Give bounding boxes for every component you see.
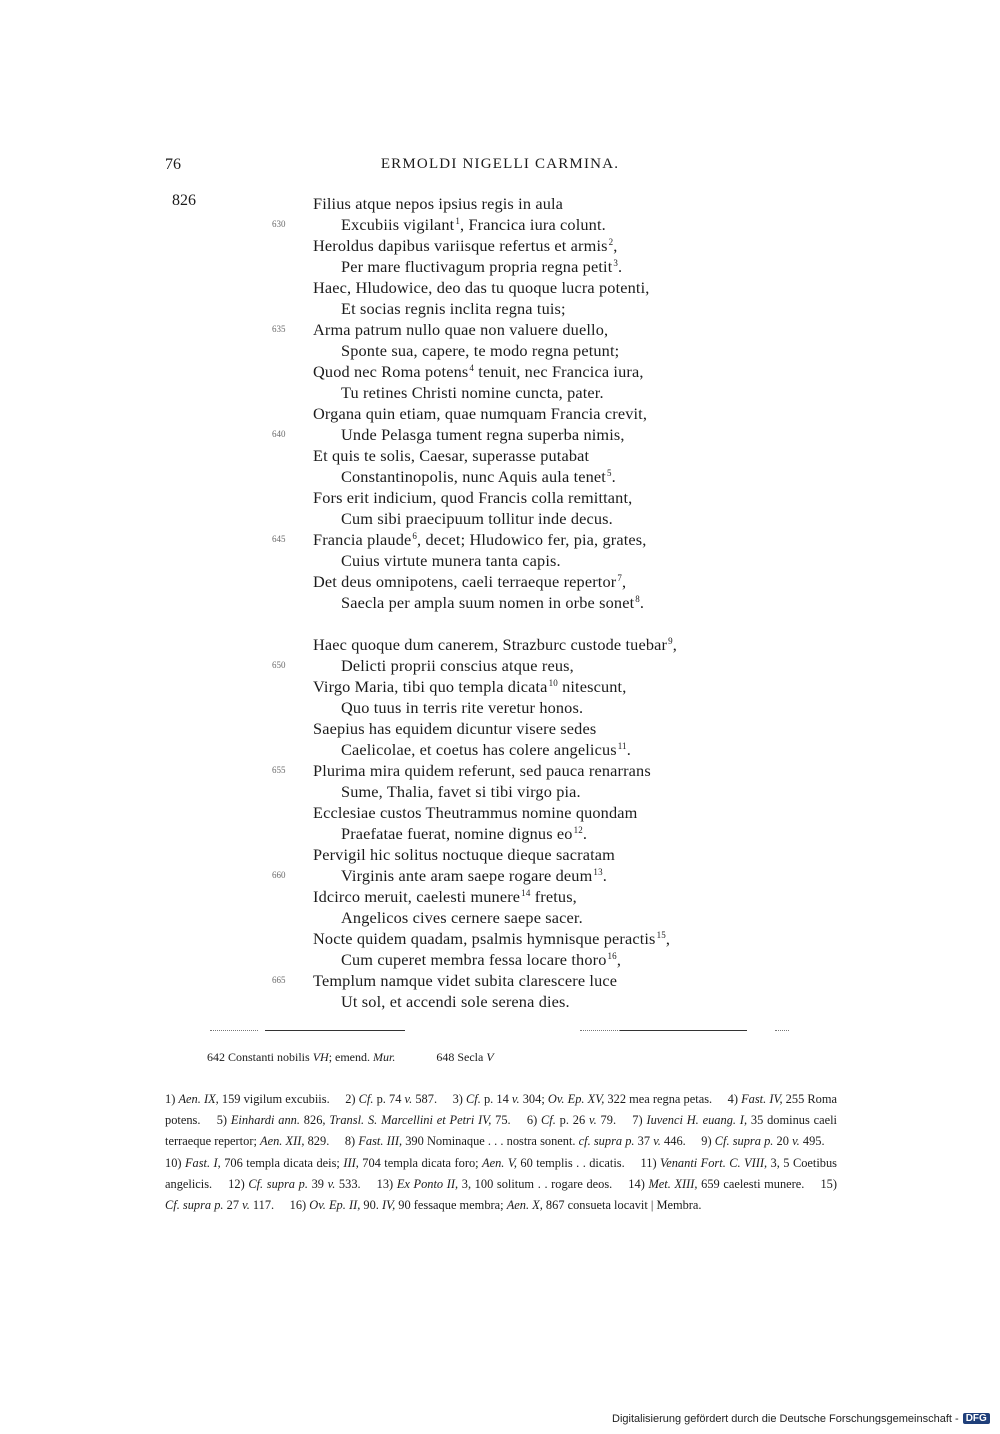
verse-line: Caelicolae, et coetus has colere angelicus$^{11}$.: [341, 740, 631, 759]
verse-line: Haec quoque dum canerem, Strazburc custode tuebar$^9$,: [313, 635, 677, 654]
critical-apparatus: [207, 1050, 494, 1065]
footnote: 14) Met. XIII, 659 caelesti munere.: [628, 1176, 805, 1191]
verse-line: Haec, Hludowice, deo das tu quoque lucra potenti,: [313, 278, 650, 297]
footnote: 10) Fast. I, 706 templa dicata deis; III, 704 templa dicata foro; Aen. V, 60 templis . . dicatis.: [165, 1155, 625, 1170]
footnote: 2) Cf. p. 74 v. 587.: [345, 1092, 438, 1106]
line-number: 665: [272, 975, 286, 985]
line-number: 660: [272, 870, 286, 880]
footnote: 6) Cf. p. 26 v. 79.: [526, 1113, 617, 1128]
line-number: 650: [272, 660, 286, 670]
verse-line: Francia plaude$^6$, decet; Hludowico fer, pia, grates,: [313, 530, 647, 549]
footnote: 3) Cf. p. 14 v. 304; Ov. Ep. XV, 322 mea regna petas.: [452, 1092, 713, 1106]
footnote-ref: 11: [617, 741, 627, 751]
line-number: 635: [272, 324, 286, 334]
footnote: 12) Cf. supra p. 39 v. 533.: [228, 1176, 361, 1191]
verse-line: Tu retines Christi nomine cuncta, pater.: [341, 383, 604, 402]
line-number: 630: [272, 219, 286, 229]
footnote: 1) Aen. IX, 159 vigilum excubiis.: [165, 1092, 330, 1106]
verse-line: Et socias regnis inclita regna tuis;: [341, 299, 566, 318]
footnote: 7) Iuvenci H. euang. I, 35 dominus caeli terraeque repertor; Aen. XII, 829.: [165, 1113, 837, 1149]
footnote-ref: 14: [521, 888, 531, 898]
line-number: 640: [272, 429, 286, 439]
footnote-ref: 4: [469, 363, 475, 373]
apparatus-entry: 642 Constanti nobilis VH; emend. Mur.: [207, 1050, 396, 1064]
footnote-ref: 15: [656, 930, 666, 940]
apparatus-entry: 648 Secla V: [436, 1050, 494, 1064]
running-title: ERMOLDI NIGELLI CARMINA.: [380, 156, 620, 172]
page-header: [0, 156, 1000, 180]
verse-line: Angelicos cives cernere saepe sacer.: [341, 908, 583, 927]
verse-line: Fors erit indicium, quod Francis colla remittant,: [313, 488, 633, 507]
separator-rule: [210, 1030, 258, 1031]
verse-line: Ecclesiae custos Theutrammus nomine quondam: [313, 803, 638, 822]
footnote-ref: 3: [613, 258, 619, 268]
separator-rule: [620, 1030, 747, 1031]
verse-line: Pervigil hic solitus noctuque dieque sacratam: [313, 845, 615, 864]
verse-line: Idcirco meruit, caelesti munere$^{14}$ fretus,: [313, 887, 577, 906]
footnote-ref: 1: [455, 216, 460, 226]
footnote-ref: 2: [608, 237, 614, 247]
verse-line: Cuius virtute munera tanta capis.: [341, 551, 561, 570]
footnote-ref: 12: [573, 825, 583, 835]
separator-rule: [775, 1030, 789, 1031]
footnote-ref: 10: [548, 678, 558, 688]
verse-line: Unde Pelasga tument regna superba nimis,: [341, 425, 625, 444]
verse-line: Filius atque nepos ipsius regis in aula: [313, 194, 564, 213]
footnote: 4) Fast. IV, 255 Roma potens.: [165, 1092, 837, 1128]
verse-line: Sponte sua, capere, te modo regna petunt;: [341, 341, 620, 360]
page-number: 76: [165, 156, 181, 173]
footnote-ref: 6: [412, 531, 418, 541]
footnote: 16) Ov. Ep. II, 90. IV, 90 fessaque membra; Aen. X, 867 consueta locavit | Membra.: [289, 1198, 702, 1213]
verse-line: Sume, Thalia, favet si tibi virgo pia.: [341, 782, 581, 801]
separator-rule: [580, 1030, 620, 1031]
verse-line: Constantinopolis, nunc Aquis aula tenet$^5$.: [341, 467, 616, 486]
verse-line: Ut sol, et accendi sole serena dies.: [341, 992, 570, 1011]
dfg-logo: DFG: [963, 1413, 990, 1424]
verse-line: Heroldus dapibus variisque refertus et armis$^2$,: [313, 236, 618, 255]
verse-line: Plurima mira quidem referunt, sed pauca renarrans: [313, 761, 651, 780]
verse-line: Arma patrum nullo quae non valuere duello,: [313, 320, 609, 339]
footnote-ref: 5: [606, 468, 612, 478]
line-number: 655: [272, 765, 286, 775]
verse-line: Praefatae fuerat, nomine dignus $eo^{12}$.: [341, 824, 588, 843]
verse-line: Et quis te solis, Caesar, superasse putabat: [313, 446, 590, 465]
verse-line: Delicti proprii conscius atque reus,: [341, 656, 574, 675]
verse-line: Quo tuus in terris rite veretur honos.: [341, 698, 584, 717]
footnote: 5) Einhardi ann. 826, Transl. S. Marcellini et Petri IV, 75.: [216, 1113, 511, 1128]
separator-rule: [265, 1030, 405, 1031]
line-number: 645: [272, 534, 286, 544]
footnote-ref: 16: [607, 951, 617, 961]
verse-line: Nocte quidem quadam, psalmis hymnisque peractis$^{15}$,: [313, 929, 671, 948]
verse-line: Saecla per ampla suum nomen in orbe sonet$^8$.: [341, 593, 645, 612]
footnote: 9) Cf. supra p. 20 v. 495.: [701, 1134, 825, 1149]
verse-line: Cum cuperet membra fessa locare thoro$^{16}$,: [341, 950, 622, 969]
footnotes: [165, 1089, 837, 1216]
verse-line: Organa quin etiam, quae numquam Francia crevit,: [313, 404, 648, 423]
footnote: 13) Ex Ponto II, 3, 100 solitum . . rogare deos.: [376, 1176, 613, 1191]
verse-line: Saepius has equidem dicuntur visere sedes: [313, 719, 597, 738]
verse-line: Cum sibi praecipuum tollitur inde decus.: [341, 509, 613, 528]
verse-line: Virgo Maria, tibi quo templa dicata$^{10}$ nitescunt,: [313, 677, 627, 696]
verse-line: Quod nec Roma potens$^4$ tenuit, nec Francica iura,: [313, 362, 644, 381]
verse-line: Templum namque videt subita clarescere luce: [313, 971, 618, 990]
footnote: 15) Cf. supra p. 27 v. 117.: [165, 1176, 837, 1213]
footnote-ref: 9: [668, 636, 673, 646]
verse-line: Virginis ante aram saepe rogare deum$^{13}$.: [341, 866, 607, 885]
footnote: 8) Fast. III, 390 Nominaque . . . nostra sonent. cf. supra p. 37 v. 446.: [344, 1134, 686, 1149]
footnote-ref: 13: [593, 867, 603, 877]
verse-line: Per mare fluctivagum propria regna petit$^3$.: [341, 257, 623, 276]
verse-line: Excubiis vigilant$^1$, Francica iura colunt.: [341, 215, 606, 234]
footer-credit: Digitalisierung gefördert durch die Deutsche Forschungsgemeinschaft - DFG: [612, 1413, 990, 1425]
footnote-ref: 8: [635, 594, 640, 604]
verse-line: Det deus omnipotens, caeli terraeque repertor$^7$,: [313, 572, 627, 591]
footnote-ref: 7: [617, 573, 622, 583]
footnote: 11) Venanti Fort. C. VIII, 3, 5 Coetibus angelicis.: [165, 1155, 838, 1191]
year-marginal: 826: [172, 192, 196, 209]
